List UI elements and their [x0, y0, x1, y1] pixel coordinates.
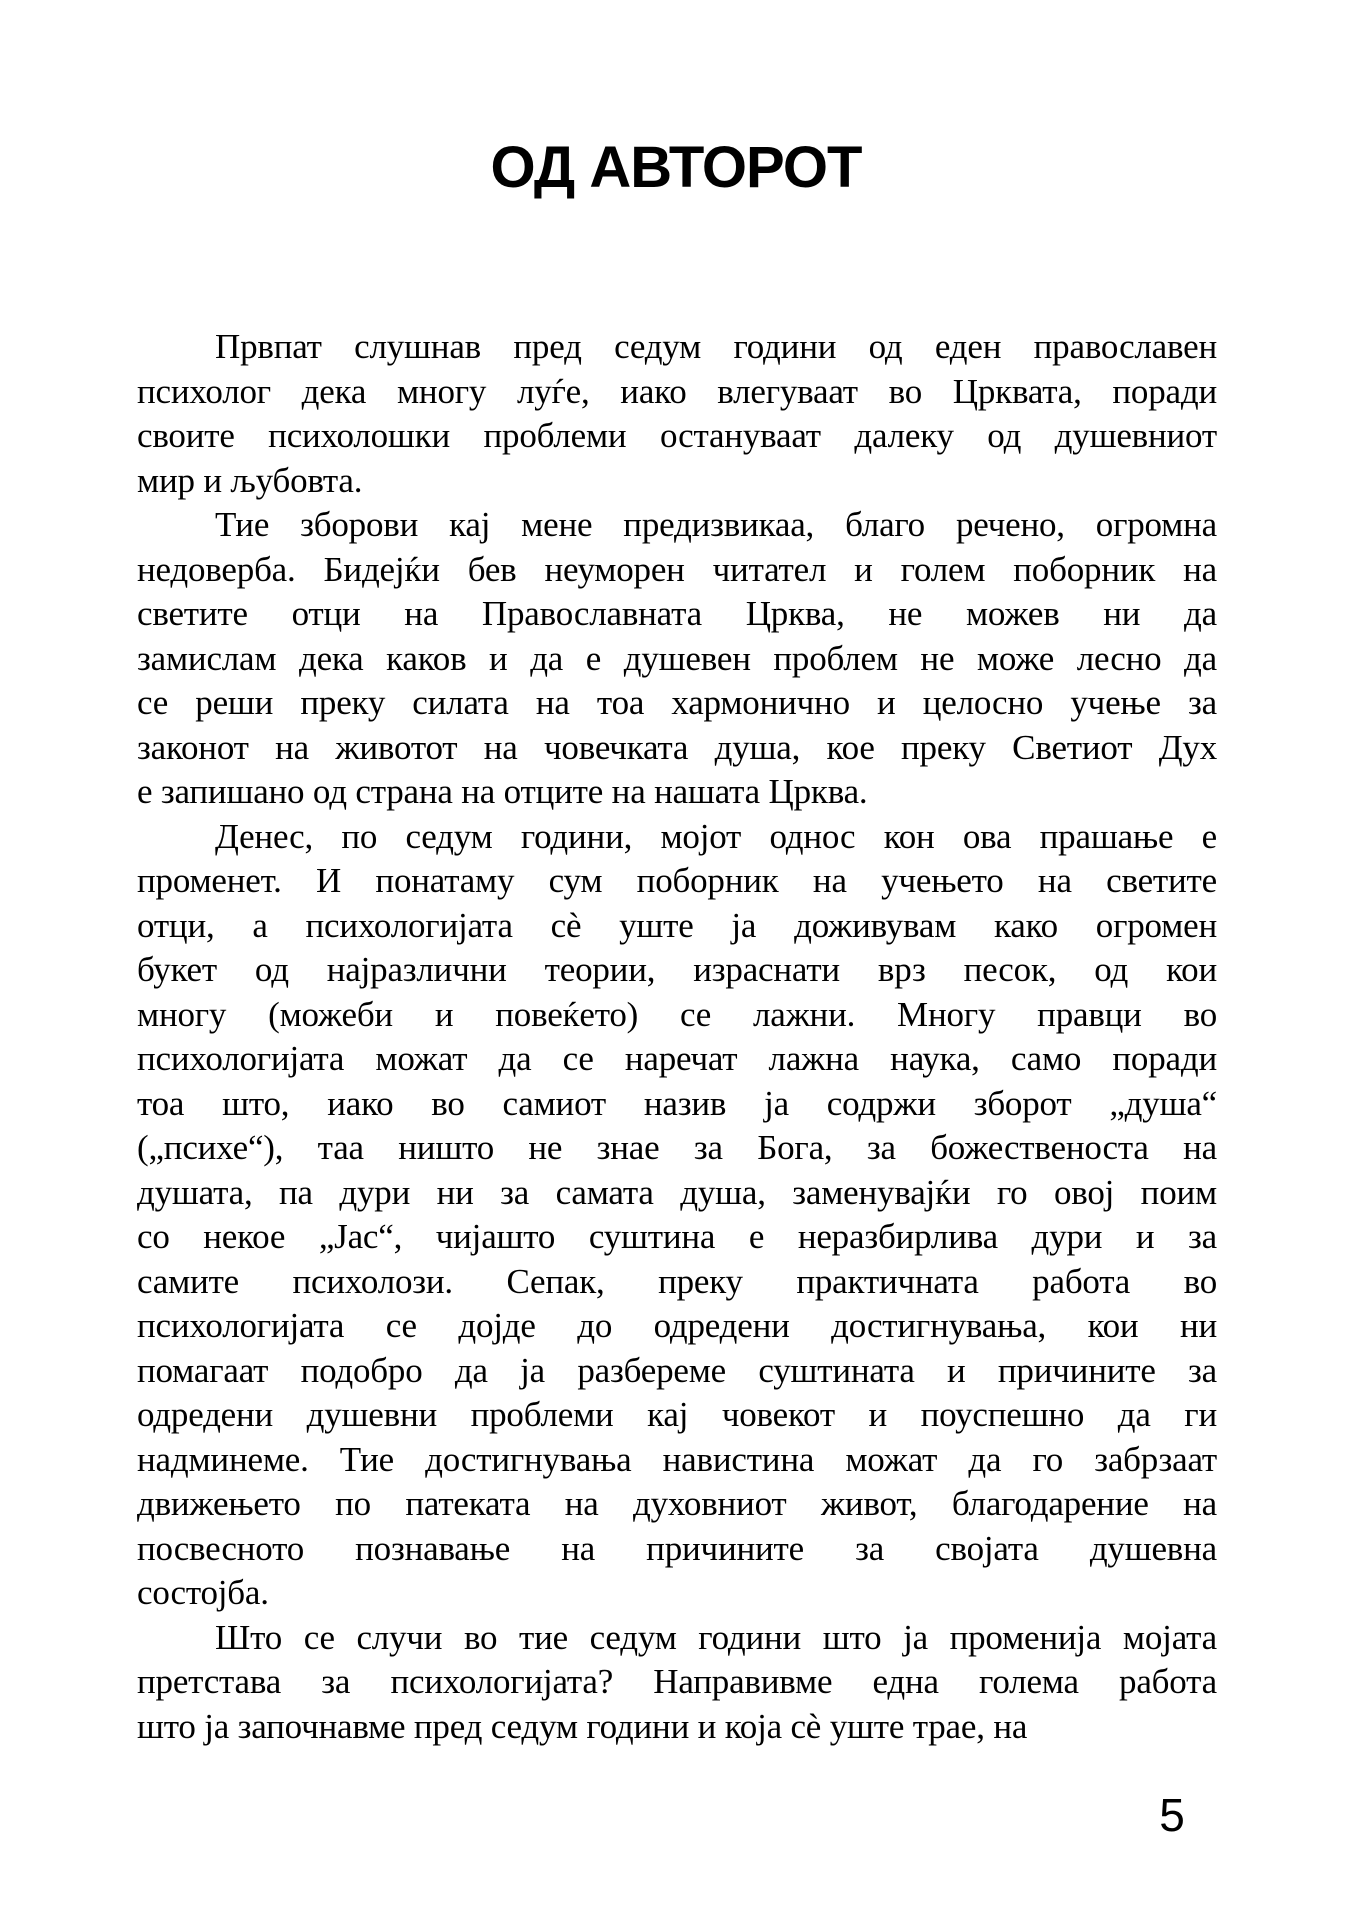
text-line: Тие зборови кај мене предизвикаа, благо речено, огромна [215, 505, 1217, 544]
text-line: Првпат слушнав пред седум години од еден православен [215, 327, 1217, 366]
page-number: 5 [1159, 1789, 1185, 1841]
text-line: надминеме. Тие достигнувања навистина можат да го забрзаат [137, 1439, 1217, 1479]
paragraph [137, 815, 1217, 1616]
text-line: недоверба. Бидејќи бев неуморен читател и голем поборник на [137, 549, 1217, 589]
text-line: со некое „Јас“, чијашто суштина е неразбирлива дури и за [137, 1217, 1217, 1256]
text-line: состојба. [137, 1573, 269, 1612]
text-line: Што се случи во тие седум години што ја променија мојата [215, 1617, 1217, 1657]
paragraph [137, 503, 1217, 815]
text-line: душата, па дури ни за самата душа, заменувајќи го овој поим [137, 1172, 1217, 1212]
text-line: („психе“), таа ништо не знае за Бога, за божественоста на [137, 1128, 1217, 1167]
text-line: светите отци на Православната Црква, не можев ни да [137, 594, 1217, 633]
text-line: променет. И понатаму сум поборник на учењето на светите [137, 861, 1217, 900]
page-body [137, 325, 1217, 1749]
text-line: е запишано од страна на отците на нашата Црква. [137, 772, 868, 811]
text-line: отци, а психологијата сѐ уште ја доживувам како огромен [137, 905, 1217, 945]
text-line: многу (можеби и повеќето) се лажни. Многу правци во [137, 994, 1217, 1034]
text-line: се реши преку силата на тоа хармонично и целосно учење за [137, 683, 1217, 722]
text-line: претстава за психологијата? Направивме една голема работа [137, 1662, 1217, 1701]
text-line: мир и љубовта. [137, 460, 363, 500]
text-line: помагаат подобро да ја разбереме суштината и причините за [137, 1350, 1217, 1390]
text-line: психологијата можат да се наречат лажна наука, само поради [137, 1039, 1217, 1078]
paragraph [137, 325, 1217, 503]
text-line: психолог дека многу луѓе, иако влегуваат во Црквата, поради [137, 371, 1217, 411]
text-line: психологијата се дојде до одредени достигнувања, кои ни [137, 1306, 1217, 1345]
text-line: движењето по патеката на духовниот живот, благодарение на [137, 1484, 1217, 1523]
page-title: ОД АВТОРОТ [490, 135, 862, 200]
text-line: одредени душевни проблеми кај човекот и поуспешно да ги [137, 1395, 1217, 1434]
text-line: букет од најразлични теории, израснати врз песок, од кои [137, 950, 1217, 989]
paragraph [137, 1616, 1217, 1750]
text-line: законот на животот на човечката душа, кое преку Светиот Дух [137, 727, 1217, 767]
text-line: Денес, по седум години, мојот однос кон ова прашање е [215, 816, 1217, 856]
text-line: самите психолози. Сепак, преку практичната работа во [137, 1261, 1217, 1301]
text-line: своите психолошки проблеми остануваат далеку од душевниот [137, 416, 1217, 455]
text-line: посвесното познавање на причините за својата душевна [137, 1528, 1217, 1568]
text-line: замислам дека каков и да е душевен проблем не може лесно да [137, 638, 1217, 678]
text-line: тоа што, иако во самиот назив ја содржи зборот „душа“ [137, 1083, 1217, 1123]
text-line: што ја започнавме пред седум години и која сѐ уште трае, на [137, 1706, 1028, 1746]
